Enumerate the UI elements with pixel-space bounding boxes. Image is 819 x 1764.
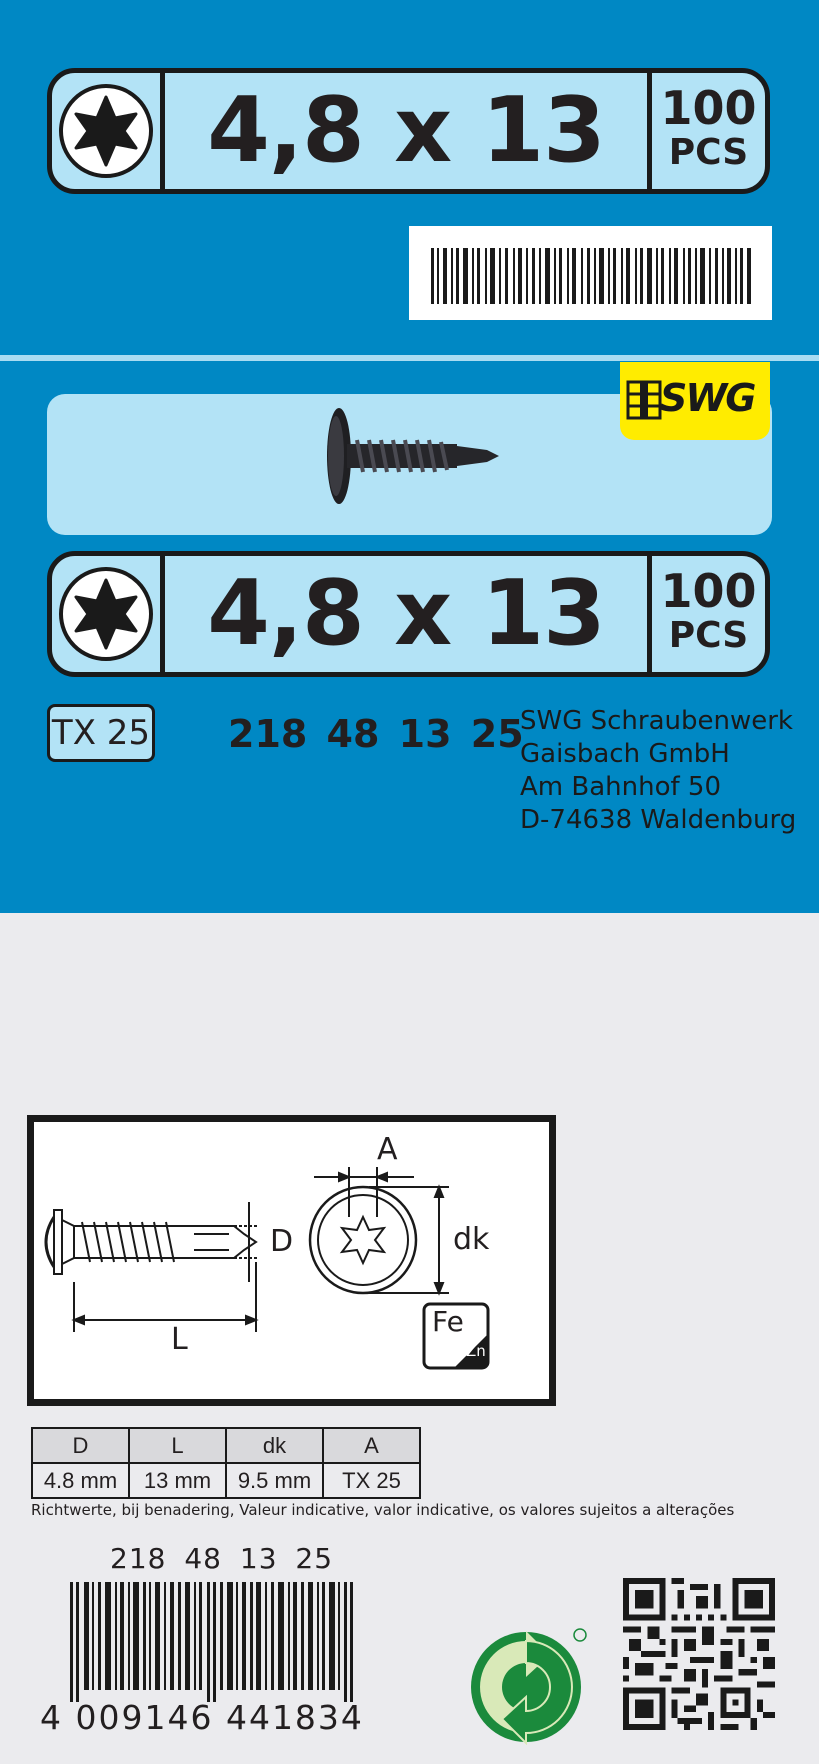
quantity-unit: PCS [668, 132, 749, 173]
size-label: 4,8 x 13 [207, 78, 605, 183]
quantity-unit: PCS [668, 615, 749, 656]
torx-drive-icon [52, 556, 165, 672]
separator-line [0, 355, 819, 361]
torx-drive-icon [52, 73, 165, 189]
spec-value-row [32, 1463, 420, 1498]
ean-barcode [70, 1582, 370, 1702]
spec-header: dk [226, 1428, 323, 1463]
spec-value: 9.5 mm [226, 1463, 323, 1498]
spec-value: TX 25 [323, 1463, 420, 1498]
barcode-article-number: 218 48 13 25 [110, 1542, 334, 1575]
quantity-value: 100 [660, 564, 757, 618]
technical-drawing [27, 1115, 556, 1406]
quantity-box [647, 556, 765, 672]
address-line: Gaisbach GmbH [520, 739, 730, 769]
dim-label-d: D [270, 1224, 294, 1259]
spec-value: 4.8 mm [32, 1463, 129, 1498]
material-zn-label: Zn [466, 1342, 486, 1360]
brand-name: SWG [660, 376, 755, 420]
size-bar-top [47, 68, 770, 194]
swg-logo [620, 362, 770, 440]
address-line: Am Bahnhof 50 [520, 772, 721, 802]
spec-header-row [32, 1428, 420, 1463]
dim-label-a: A [377, 1132, 398, 1167]
material-fe-label: Fe [432, 1305, 464, 1338]
dim-label-l: L [171, 1322, 188, 1357]
spec-header: L [129, 1428, 226, 1463]
address-line: D-74638 Waldenburg [520, 805, 797, 835]
address-line: SWG Schraubenwerk [520, 706, 793, 736]
green-dot-icon [470, 1627, 588, 1745]
ean-digits: 4 009146 441834 [40, 1698, 364, 1737]
dim-label-dk: dk [453, 1222, 490, 1257]
quantity-value: 100 [660, 81, 757, 135]
quantity-box [647, 73, 765, 189]
article-number: 218 48 13 25 [228, 712, 524, 756]
disclaimer-text: Richtwerte, bij benadering, Valeur indicative, valor indicative, os valores sujeitos a alterações [31, 1501, 735, 1519]
manufacturer-address [520, 705, 796, 837]
qr-code-icon [623, 1578, 775, 1730]
small-barcode [409, 226, 772, 320]
size-bar-side [47, 551, 770, 677]
size-label: 4,8 x 13 [207, 561, 605, 666]
drive-size-badge: TX 25 [47, 704, 155, 762]
spec-header: D [32, 1428, 129, 1463]
spec-table [31, 1427, 421, 1499]
spec-value: 13 mm [129, 1463, 226, 1498]
spec-header: A [323, 1428, 420, 1463]
